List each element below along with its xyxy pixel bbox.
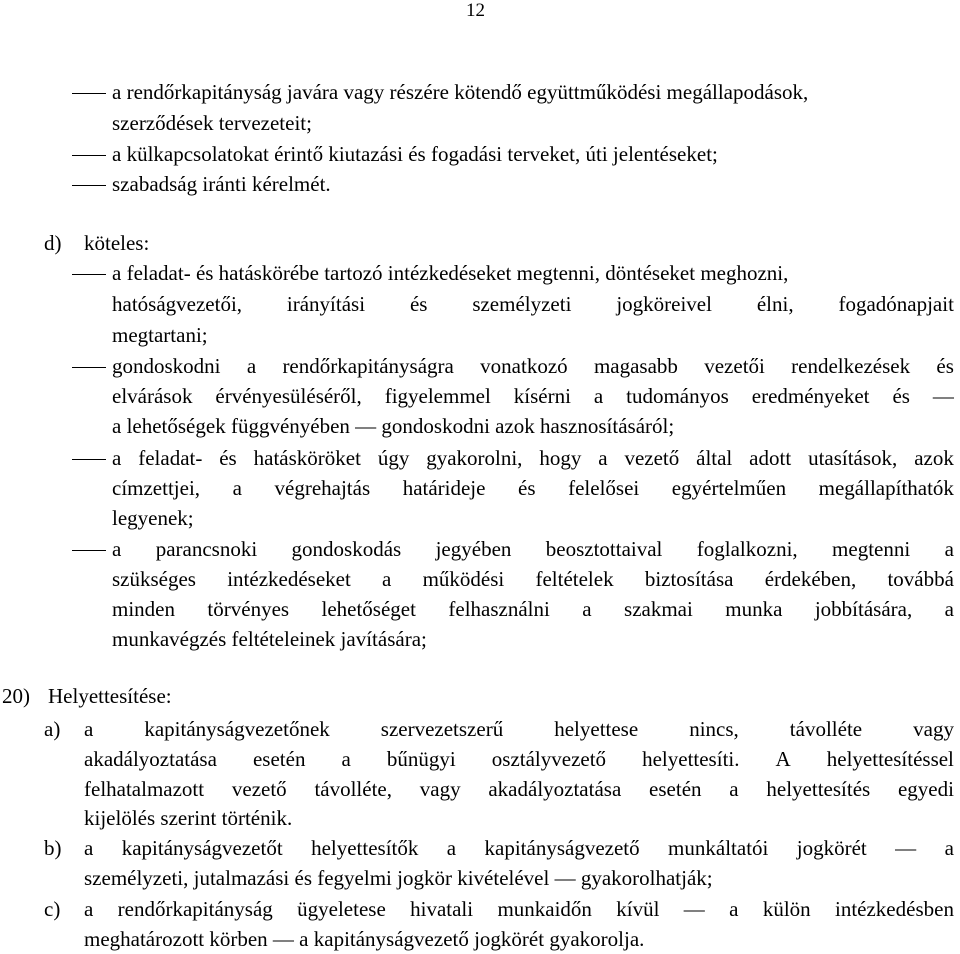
list-dash-icon	[72, 274, 106, 275]
section-d-heading: köteles:	[84, 231, 150, 255]
list-item-line: szerződések tervezeteit;	[112, 111, 312, 135]
list-dash-icon	[72, 93, 106, 94]
section-d-item-line: megtartani;	[112, 323, 208, 347]
section-20-item-label: a)	[44, 717, 61, 741]
section-20-item-label: b)	[44, 836, 62, 860]
section-20-item-label: c)	[44, 897, 61, 921]
section-20-number: 20)	[2, 684, 30, 708]
section-d-item-line: gondoskodni a rendőrkapitányságra vonatkozó magasabb vezetői rendelkezések és	[112, 354, 954, 378]
section-20-item-line: felhatalmazott vezető távolléte, vagy akadályoztatása esetén a helyettesítés egyedi	[84, 777, 954, 801]
section-20-item-line: a rendőrkapitányság ügyeletese hivatali munkaidőn kívül — a külön intézkedésben	[84, 897, 954, 921]
section-d-label: d)	[44, 231, 62, 255]
section-d-item-line: a feladat- és hatáskörébe tartozó intézkedéseket megtenni, döntéseket meghozni,	[112, 261, 789, 285]
section-d-item-line: a feladat- és hatásköröket úgy gyakorolni, hogy a vezető által adott utasítások, azok	[112, 446, 954, 470]
section-20-item-line: a kapitányságvezetőt helyettesítők a kapitányságvezető munkáltatói jogkörét — a	[84, 836, 954, 860]
list-dash-icon	[72, 367, 106, 368]
section-20-title: Helyettesítése:	[48, 684, 172, 708]
section-d-item-line: legyenek;	[112, 506, 194, 530]
list-dash-icon	[72, 155, 106, 156]
page-number: 12	[466, 0, 485, 21]
list-dash-icon	[72, 550, 106, 551]
section-d-item-line: minden törvényes lehetőséget felhasználni a szakmai munka jobbítására, a	[112, 597, 954, 621]
section-20-item-line: meghatározott körben — a kapitányságvezető jogkörét gyakorolja.	[84, 927, 645, 951]
section-d-item-line: hatóságvezetői, irányítási és személyzeti jogköreivel élni, fogadónapjait	[112, 292, 954, 316]
section-d-item-line: a parancsnoki gondoskodás jegyében beosztottaival foglalkozni, megtenni a	[112, 537, 954, 561]
section-d-item-line: címzettjei, a végrehajtás határideje és felelősei egyértelműen megállapíthatók	[112, 476, 954, 500]
section-20-item-line: akadályoztatása esetén a bűnügyi osztályvezető helyettesíti. A helyettesítéssel	[84, 747, 954, 771]
section-d-item-line: elvárások érvényesüléséről, figyelemmel kísérni a tudományos eredményeket és —	[112, 384, 954, 408]
section-d-item-line: munkavégzés feltételeinek javítására;	[112, 627, 427, 651]
section-d-item-line: a lehetőségek függvényében — gondoskodni azok hasznosításáról;	[112, 414, 675, 438]
list-dash-icon	[72, 459, 106, 460]
section-20-item-line: kijelölés szerint történik.	[84, 806, 293, 830]
list-item-line: a rendőrkapitányság javára vagy részére kötendő együttműködési megállapodások,	[112, 80, 809, 104]
list-item-line: szabadság iránti kérelmét.	[112, 172, 331, 196]
section-d-item-line: szükséges intézkedéseket a működési feltételek biztosítása érdekében, továbbá	[112, 567, 954, 591]
list-dash-icon	[72, 185, 106, 186]
section-20-item-line: a kapitányságvezetőnek szervezetszerű helyettese nincs, távolléte vagy	[84, 717, 954, 741]
section-20-item-line: személyzeti, jutalmazási és fegyelmi jogkör kivételével — gyakorolhatják;	[84, 866, 713, 890]
list-item-line: a külkapcsolatokat érintő kiutazási és fogadási terveket, úti jelentéseket;	[112, 142, 718, 166]
